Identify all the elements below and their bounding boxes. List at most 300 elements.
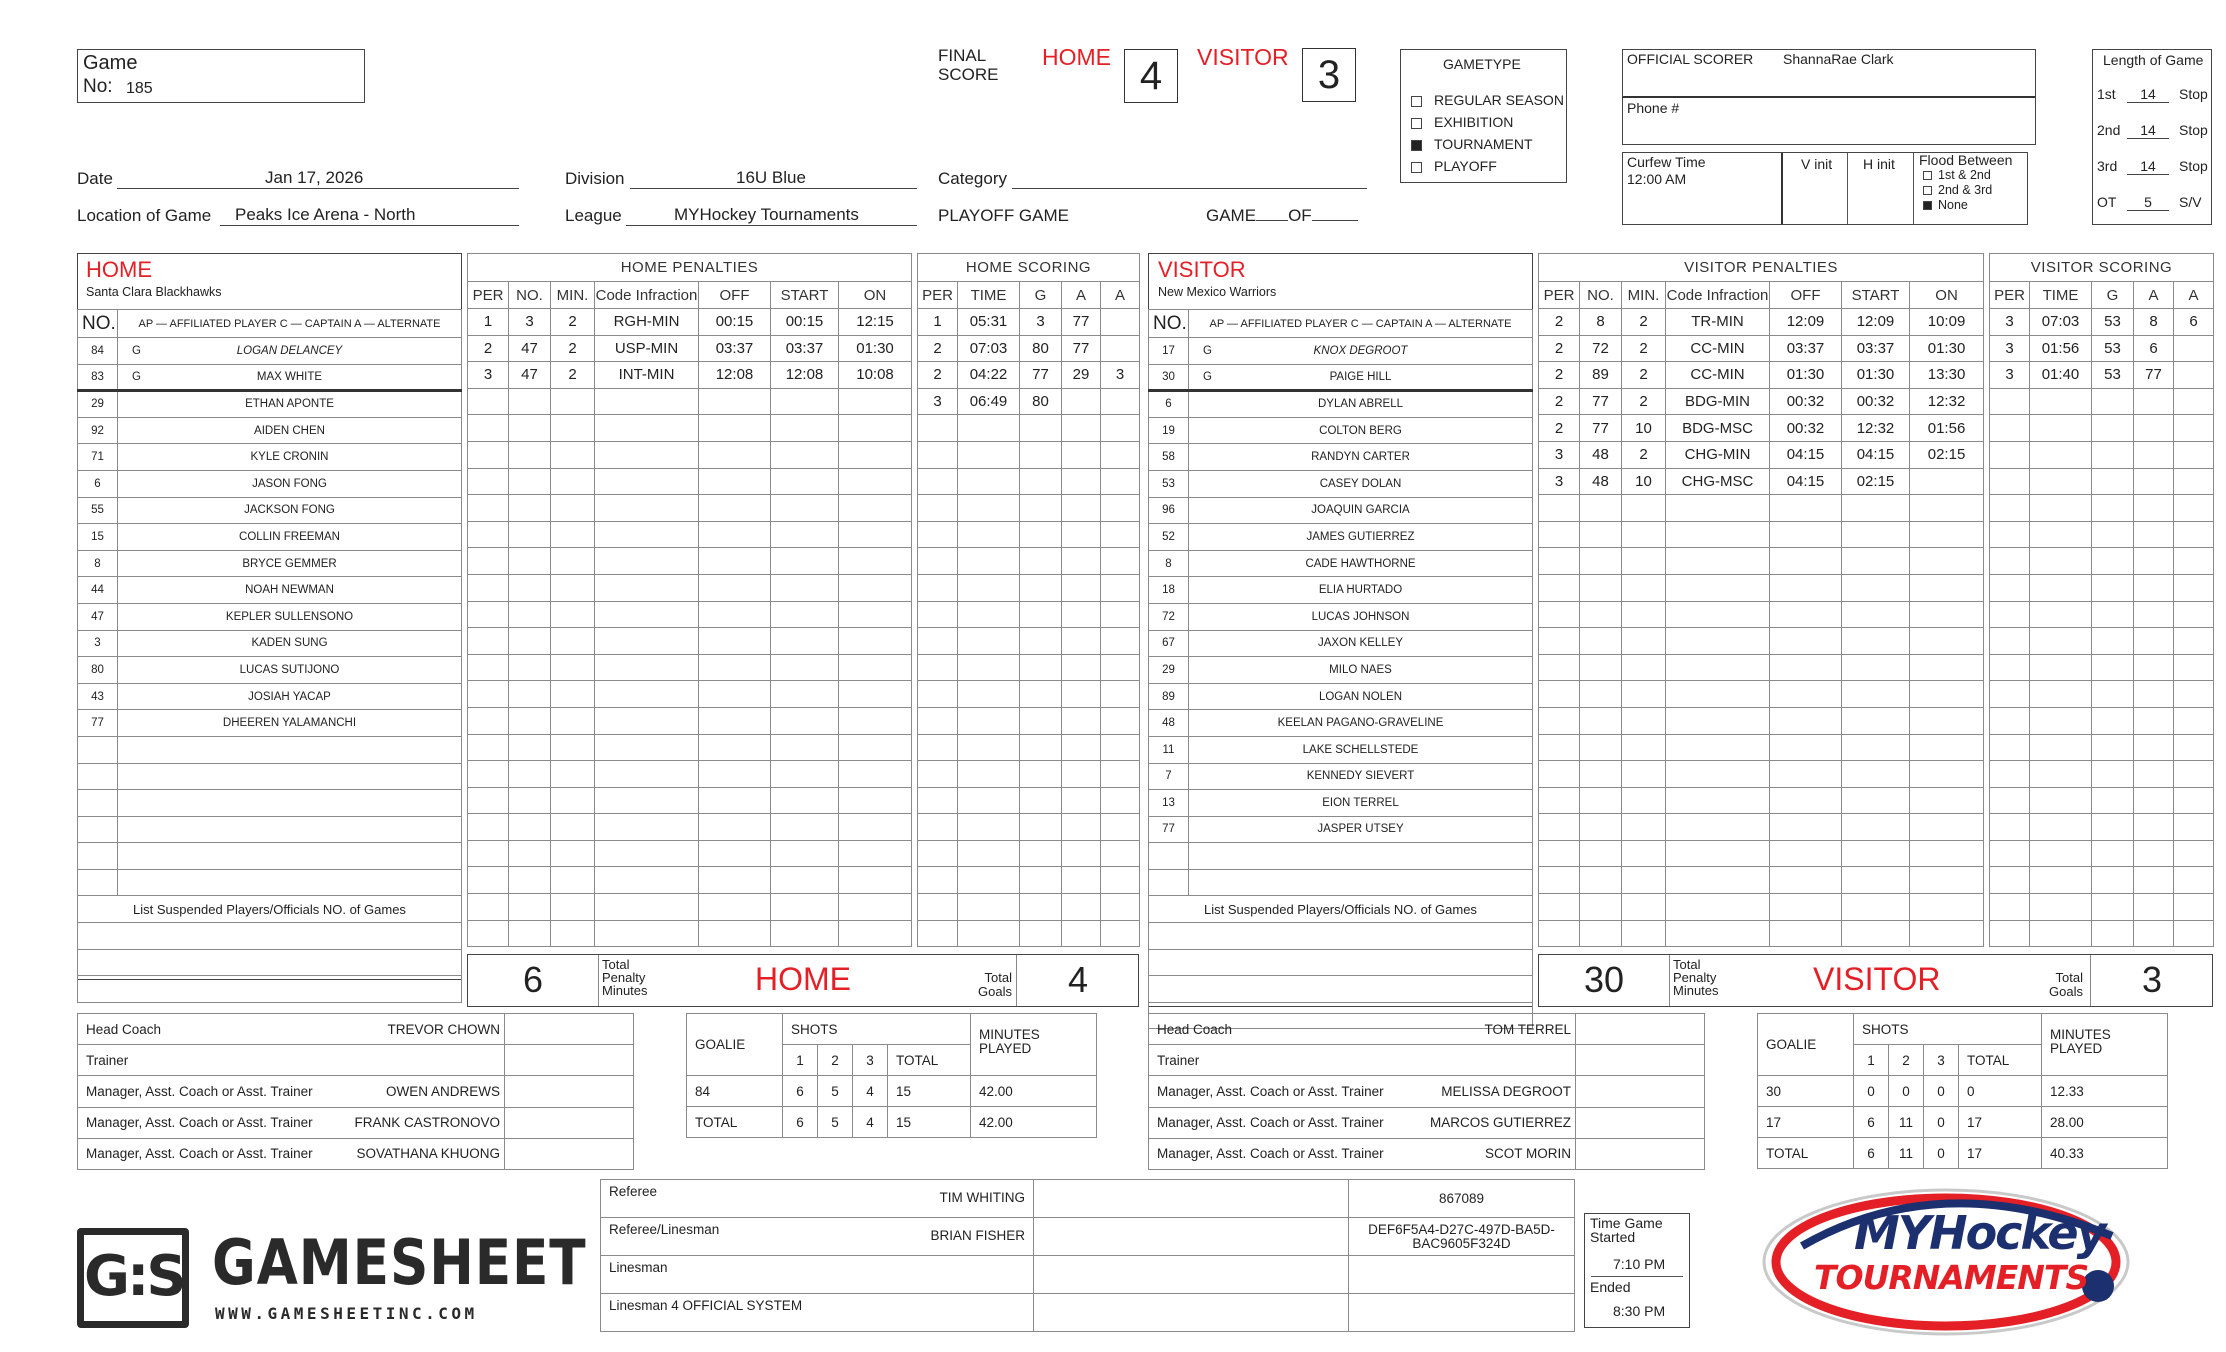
visitor-scoring-cell: 01:40 (2030, 362, 2092, 389)
goalie-shots-row: TOTAL 6 5 4 15 42.00 (687, 1107, 1097, 1138)
home-penalty-col-header: PER (468, 282, 509, 309)
visitor-scoring-col-header: A (2134, 282, 2174, 309)
game-of-label: GAME OF (1206, 206, 1358, 226)
official-id (1349, 1294, 1575, 1332)
player-name: DYLAN ABRELL (1189, 391, 1533, 418)
player-number: 77 (78, 710, 118, 737)
visitor-penalty-row (1539, 468, 1984, 495)
game-type-title: GAMETYPE (1443, 56, 1521, 72)
home-penalty-row (468, 521, 912, 548)
goalie-header: GOALIE (687, 1014, 783, 1076)
roster-legend: AP — AFFILIATED PLAYER C — CAPTAIN A — ALTERNATE (1189, 310, 1533, 338)
suspended-label: List Suspended Players/Officials NO. of Games (1149, 896, 1533, 923)
checkbox-icon (1923, 171, 1932, 180)
official-signature (1034, 1256, 1349, 1294)
visitor-penalty-row (1539, 309, 1984, 336)
visitor-penalty-cell (1910, 468, 1984, 495)
suspended-label-row (1149, 896, 1533, 923)
home-scoring-row (918, 335, 1140, 362)
final-score-label: FINAL SCORE (938, 46, 999, 84)
player-number: 47 (78, 603, 118, 630)
player-number: 72 (1149, 603, 1189, 630)
checkbox-icon (1923, 186, 1932, 195)
player-row-empty (78, 736, 462, 763)
home-scoring-row (918, 362, 1140, 389)
staff-name: OWEN ANDREWS (385, 1083, 500, 1099)
home-penalty-row (468, 894, 912, 921)
visitor-scoring-row (1990, 468, 2214, 495)
visitor-penalty-row (1539, 761, 1984, 788)
visitor-penalty-cell: 2 (1539, 415, 1580, 442)
home-scoring-cell: 04:22 (958, 362, 1020, 389)
staff-row (78, 1014, 634, 1045)
player-number: 29 (1149, 657, 1189, 684)
player-row (1149, 816, 1533, 843)
suspended-row (1149, 949, 1533, 976)
goalie-position: G (132, 344, 141, 357)
official-role: Linesman (609, 1260, 668, 1275)
game-no-label: No: (83, 76, 113, 97)
staff-signature (505, 1014, 634, 1045)
visitor-scoring-cell: 8 (2134, 309, 2174, 336)
player-name: LOGAN NOLEN (1189, 683, 1533, 710)
home-scoring-title: HOME SCORING (918, 254, 1140, 282)
player-number: 8 (78, 550, 118, 577)
visitor-penalty-cell: CHG-MIN (1666, 441, 1770, 468)
player-row (78, 550, 462, 577)
staff-row (1149, 1014, 1705, 1045)
game-type-options (1411, 92, 1564, 180)
home-penalty-row (468, 441, 912, 468)
home-penalty-header-row (468, 282, 912, 309)
visitor-total-pim: 30 (1583, 959, 1625, 1000)
checkbox-icon (1411, 162, 1422, 173)
visitor-penalty-cell: 3 (1539, 441, 1580, 468)
home-scoring-col-header: G (1020, 282, 1062, 309)
playoff-game-label: PLAYOFF GAME (938, 206, 1069, 225)
home-penalty-cell: 1 (468, 309, 509, 336)
goalie-row (78, 338, 462, 365)
home-penalty-row (468, 468, 912, 495)
home-scoring-cell: 3 (1101, 362, 1140, 389)
length-row: 3rd 14 Stop (2097, 158, 2208, 174)
game-time-box (1584, 1213, 1690, 1328)
home-scoring-row (918, 415, 1140, 442)
visitor-scoring-row (1990, 495, 2214, 522)
goalie-row (1149, 338, 1533, 365)
visitor-penalty-row (1539, 681, 1984, 708)
home-penalties-table (467, 253, 912, 947)
staff-row (1149, 1076, 1705, 1107)
visitor-scoring-cell (2174, 362, 2214, 389)
visitor-penalty-cell: 10 (1622, 415, 1666, 442)
official-signature (1034, 1294, 1349, 1332)
checkbox-icon (1411, 140, 1422, 151)
visitor-penalty-row (1539, 574, 1984, 601)
player-number: 6 (78, 470, 118, 497)
goalie-number: 30 (1149, 364, 1189, 391)
suspended-label-row (78, 896, 462, 923)
home-penalty-row (468, 840, 912, 867)
home-scoring-row (918, 787, 1140, 814)
home-penalty-cell: 12:08 (699, 362, 771, 389)
home-scoring-cell: 80 (1020, 335, 1062, 362)
staff-role: Manager, Asst. Coach or Asst. Trainer (1157, 1146, 1384, 1162)
length-row: 1st 14 Stop (2097, 86, 2208, 102)
home-scoring-row (918, 814, 1140, 841)
player-name: AIDEN CHEN (118, 417, 462, 444)
visitor-penalty-col-header: ON (1910, 282, 1984, 309)
player-number: 6 (1149, 391, 1189, 418)
visitor-penalty-cell: 48 (1580, 441, 1622, 468)
staff-row (78, 1138, 634, 1169)
player-name: KENNEDY SIEVERT (1189, 763, 1533, 790)
location-value: Peaks Ice Arena - North (235, 205, 416, 224)
player-name: JOAQUIN GARCIA (1189, 497, 1533, 524)
player-name: KYLE CRONIN (118, 444, 462, 471)
player-name: BRYCE GEMMER (118, 550, 462, 577)
visitor-scoring-title: VISITOR SCORING (1990, 254, 2214, 282)
player-name: RANDYN CARTER (1189, 444, 1533, 471)
visitor-scoring-row (1990, 362, 2214, 389)
goalie-name: MAX WHITE (256, 370, 323, 383)
visitor-penalty-row (1539, 707, 1984, 734)
home-goalie-table (686, 1013, 1097, 1138)
home-scoring-title-row (918, 254, 1140, 282)
home-scoring-cell: 3 (918, 388, 958, 415)
category-label: Category (938, 169, 1007, 188)
player-row (1149, 550, 1533, 577)
player-number: 71 (78, 444, 118, 471)
no-header: NO. (78, 310, 118, 338)
visitor-penalty-row (1539, 734, 1984, 761)
home-roster-table (77, 309, 462, 1003)
staff-signature (505, 1076, 634, 1107)
visitor-penalty-cell: 12:09 (1770, 309, 1842, 336)
league-label: League (565, 206, 622, 225)
visitor-penalty-cell: 77 (1580, 388, 1622, 415)
visitor-scoring-cell: 07:03 (2030, 309, 2092, 336)
goalie-shots-row: 84 6 5 4 15 42.00 (687, 1076, 1097, 1107)
home-scoring-col-header: A (1062, 282, 1101, 309)
home-penalty-cell: INT-MIN (595, 362, 699, 389)
home-penalty-cell: 2 (551, 362, 595, 389)
visitor-penalty-row (1539, 388, 1984, 415)
player-row (1149, 470, 1533, 497)
game-type-option: TOURNAMENT (1411, 136, 1564, 158)
visitor-penalty-row (1539, 654, 1984, 681)
home-penalty-row (468, 654, 912, 681)
minutes-header: MINUTES PLAYED (2042, 1014, 2168, 1076)
game-label: Game (83, 52, 138, 74)
staff-row (78, 1107, 634, 1138)
home-penalty-cell: 10:08 (839, 362, 912, 389)
staff-role: Head Coach (86, 1021, 162, 1037)
visitor-scoring-cell: 77 (2134, 362, 2174, 389)
player-row (78, 657, 462, 684)
staff-role: Manager, Asst. Coach or Asst. Trainer (86, 1115, 313, 1131)
goalie-shots-row: 17 6 11 0 17 28.00 (1758, 1107, 2168, 1138)
player-row (1149, 630, 1533, 657)
visitor-penalty-row (1539, 415, 1984, 442)
visitor-penalty-row (1539, 362, 1984, 389)
visitor-penalty-cell: 3 (1539, 468, 1580, 495)
player-number: 3 (78, 630, 118, 657)
player-row-empty (78, 790, 462, 817)
home-scoring-col-header: PER (918, 282, 958, 309)
no-header: NO. (1149, 310, 1189, 338)
home-scoring-row (918, 495, 1140, 522)
player-row (78, 630, 462, 657)
player-name: JASPER UTSEY (1189, 816, 1533, 843)
visitor-penalty-cell: 2 (1622, 309, 1666, 336)
home-scoring-col-header: TIME (958, 282, 1020, 309)
visitor-penalty-cell: 2 (1539, 335, 1580, 362)
flood-option: 2nd & 3rd (1923, 183, 2031, 198)
visitor-scoring-cell: 3 (1990, 362, 2030, 389)
player-number: 15 (78, 524, 118, 551)
visitor-scoring-row (1990, 521, 2214, 548)
home-scoring-cell: 77 (1062, 335, 1101, 362)
visitor-penalty-cell: 01:30 (1842, 362, 1910, 389)
home-scoring-cell: 80 (1020, 388, 1062, 415)
visitor-scoring-cell: 6 (2174, 309, 2214, 336)
home-penalty-cell: 01:30 (839, 335, 912, 362)
player-number: 13 (1149, 790, 1189, 817)
visitor-scoring-row (1990, 309, 2214, 336)
visitor-penalty-col-header: PER (1539, 282, 1580, 309)
visitor-team-word: VISITOR (1813, 961, 1941, 997)
game-no-value: 185 (126, 80, 153, 97)
home-scoring-cell (1101, 309, 1140, 336)
official-name: BRIAN FISHER (930, 1228, 1025, 1243)
home-scoring-col-header: A (1101, 282, 1140, 309)
visitor-penalty-cell: CC-MIN (1666, 362, 1770, 389)
home-scoring-cell: 2 (918, 362, 958, 389)
goalie-header: GOALIE (1758, 1014, 1854, 1076)
game-type-box (1400, 49, 1567, 183)
visitor-penalty-cell: CC-MIN (1666, 335, 1770, 362)
gamesheet-logo (77, 1228, 189, 1328)
visitor-scoring-row (1990, 734, 2214, 761)
player-row (78, 391, 462, 418)
staff-role: Trainer (86, 1052, 129, 1068)
visitor-penalty-col-header: MIN. (1622, 282, 1666, 309)
visitor-penalty-row (1539, 894, 1984, 921)
visitor-penalty-cell: 04:15 (1770, 441, 1842, 468)
division-value: 16U Blue (736, 168, 806, 187)
staff-row (1149, 1138, 1705, 1169)
player-name: EION TERREL (1189, 790, 1533, 817)
visitor-scoring-row (1990, 707, 2214, 734)
checkbox-icon (1411, 96, 1422, 107)
goalie-header-row (687, 1014, 1097, 1045)
visitor-scoring-row (1990, 548, 2214, 575)
home-scoring-table (917, 253, 1140, 947)
goalie-row (78, 364, 462, 391)
ended-label: Ended (1590, 1279, 1631, 1295)
home-scoring-cell: 2 (918, 335, 958, 362)
goalie-position: G (1203, 344, 1212, 357)
goalie-position: G (1203, 370, 1212, 383)
length-row: OT 5 S/V (2097, 194, 2202, 210)
player-name: JOSIAH YACAP (118, 683, 462, 710)
visitor-penalty-col-header: START (1842, 282, 1910, 309)
home-scoring-row (918, 548, 1140, 575)
official-row (601, 1218, 1575, 1256)
home-penalty-title: HOME PENALTIES (468, 254, 912, 282)
roster-header-row (1149, 310, 1533, 338)
staff-name: SOVATHANA KHUONG (356, 1146, 500, 1162)
player-number: 18 (1149, 577, 1189, 604)
home-penalty-col-header: OFF (699, 282, 771, 309)
home-scoring-row (918, 574, 1140, 601)
visitor-penalty-cell: 04:15 (1770, 468, 1842, 495)
goalie-name: KNOX DEGROOT (1313, 344, 1408, 357)
staff-signature (1576, 1076, 1705, 1107)
player-row (1149, 657, 1533, 684)
player-number: 58 (1149, 444, 1189, 471)
home-staff-table (77, 1013, 634, 1170)
official-id: DEF6F5A4-D27C-497D-BA5D-BAC9605F324D (1349, 1218, 1575, 1256)
official-scorer-label: OFFICIAL SCORER (1627, 51, 1754, 67)
visitor-penalty-col-header: Code Infraction (1666, 282, 1770, 309)
player-name: KEPLER SULLENSONO (118, 603, 462, 630)
home-penalty-title-row (468, 254, 912, 282)
visitor-scoring-header-row (1990, 282, 2214, 309)
staff-name: FRANK CASTRONOVO (354, 1115, 500, 1131)
home-scoring-row (918, 920, 1140, 947)
visitor-total-goals: 3 (2141, 959, 2163, 1000)
home-penalty-row (468, 388, 912, 415)
staff-name: TOM TERREL (1484, 1021, 1571, 1037)
home-penalty-row (468, 574, 912, 601)
home-scoring-cell (1062, 388, 1101, 415)
date-label: Date (77, 169, 113, 188)
suspended-row (78, 976, 462, 1003)
official-id (1349, 1256, 1575, 1294)
home-penalty-cell: 47 (509, 362, 551, 389)
visitor-penalty-row (1539, 628, 1984, 655)
visitor-penalty-cell: 77 (1580, 415, 1622, 442)
official-scorer-name: ShannaRae Clark (1783, 51, 1894, 67)
visitor-penalty-cell: 02:15 (1842, 468, 1910, 495)
division-label: Division (565, 169, 625, 188)
player-name: COLTON BERG (1189, 417, 1533, 444)
visitor-penalty-row (1539, 814, 1984, 841)
player-number: 67 (1149, 630, 1189, 657)
home-penalty-row (468, 761, 912, 788)
player-name: KADEN SUNG (118, 630, 462, 657)
home-team-name: Santa Clara Blackhawks (86, 285, 222, 299)
home-penalty-cell: 12:15 (839, 309, 912, 336)
home-scoring-row (918, 761, 1140, 788)
home-penalty-row (468, 548, 912, 575)
staff-role: Manager, Asst. Coach or Asst. Trainer (86, 1083, 313, 1099)
player-number: 44 (78, 577, 118, 604)
home-scoring-row (918, 734, 1140, 761)
player-name: CADE HAWTHORNE (1189, 550, 1533, 577)
home-scoring-cell: 05:31 (958, 309, 1020, 336)
home-scoring-row (918, 707, 1140, 734)
visitor-pim-label: Total Penalty Minutes (1673, 957, 1719, 998)
home-penalty-cell: 12:08 (771, 362, 839, 389)
staff-role: Manager, Asst. Coach or Asst. Trainer (1157, 1083, 1384, 1099)
staff-signature (1576, 1014, 1705, 1045)
player-row (78, 524, 462, 551)
player-row (1149, 577, 1533, 604)
visitor-goals-label: Total Goals (2049, 970, 2083, 999)
staff-row (78, 1045, 634, 1076)
suspended-label: List Suspended Players/Officials NO. of Games (78, 896, 462, 923)
visitor-scoring-row (1990, 628, 2214, 655)
visitor-penalty-row (1539, 548, 1984, 575)
goalie-number: 17 (1149, 338, 1189, 365)
visitor-scoring-col-header: TIME (2030, 282, 2092, 309)
home-scoring-row (918, 681, 1140, 708)
goalie-number: 83 (78, 364, 118, 391)
visitor-scoring-col-header: G (2092, 282, 2134, 309)
visitor-penalty-cell: 8 (1580, 309, 1622, 336)
time-started-label: Time Game Started (1590, 1215, 1663, 1245)
official-signature (1034, 1180, 1349, 1218)
visitor-scoring-row (1990, 814, 2214, 841)
player-row (78, 444, 462, 471)
player-name: JAMES GUTIERREZ (1189, 524, 1533, 551)
phone-label: Phone # (1627, 100, 1680, 116)
flood-option: 1st & 2nd (1923, 168, 2031, 183)
player-name: NOAH NEWMAN (118, 577, 462, 604)
final-home-label: HOME (1042, 44, 1111, 70)
date-value: Jan 17, 2026 (265, 168, 364, 187)
player-row (78, 417, 462, 444)
home-penalty-cell: 00:15 (771, 309, 839, 336)
goalie-row (1149, 364, 1533, 391)
final-home-score: 4 (1124, 49, 1178, 103)
checkbox-icon (1923, 201, 1932, 210)
home-scoring-cell (1101, 335, 1140, 362)
home-scoring-row (918, 441, 1140, 468)
player-row (78, 603, 462, 630)
roster-header-row (78, 310, 462, 338)
goalie-name: LOGAN DELANCEY (236, 344, 343, 357)
official-role: Referee (609, 1184, 658, 1199)
visitor-scoring-table (1989, 253, 2214, 947)
visitor-penalty-cell: BDG-MSC (1666, 415, 1770, 442)
home-penalty-cell: RGH-MIN (595, 309, 699, 336)
visitor-scoring-row (1990, 574, 2214, 601)
player-row-empty (1149, 843, 1533, 870)
player-row (1149, 710, 1533, 737)
player-row (1149, 763, 1533, 790)
player-row (1149, 417, 1533, 444)
visitor-scoring-cell: 53 (2092, 362, 2134, 389)
home-penalty-cell: USP-MIN (595, 335, 699, 362)
player-name: DHEEREN YALAMANCHI (118, 710, 462, 737)
home-penalty-row (468, 920, 912, 947)
officials-table (600, 1179, 1575, 1332)
staff-role: Manager, Asst. Coach or Asst. Trainer (1157, 1115, 1384, 1131)
home-total-goals: 4 (1067, 959, 1089, 1000)
official-row (601, 1180, 1575, 1218)
home-team-word: HOME (755, 961, 851, 997)
home-scoring-cell: 77 (1062, 309, 1101, 336)
staff-signature (1576, 1138, 1705, 1169)
home-penalty-row (468, 734, 912, 761)
home-scoring-row (918, 840, 1140, 867)
goalie-period-row: 1 2 3 TOTAL (687, 1045, 1097, 1076)
visitor-goalie-table (1757, 1013, 2168, 1169)
